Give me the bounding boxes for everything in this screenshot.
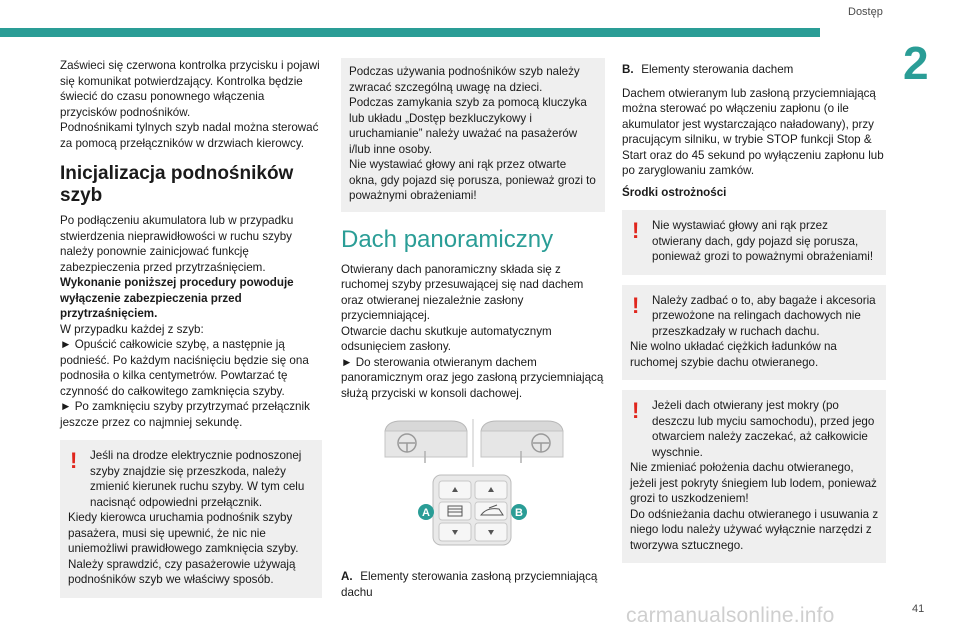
subheading: Środki ostrożności — [622, 185, 727, 199]
warning-icon: ! — [632, 292, 640, 318]
step-item: ► Do sterowania otwieranym dachem panoramicznym oraz jego zasłoną przyciemniającą służą przyciski w konsoli dachowej. — [341, 355, 604, 400]
paragraph: Otwierany dach panoramiczny składa się z ruchomej szyby przesuwającej się nad dachem oraz otwieranej niezależnie zasłony przyciemniającej. — [341, 262, 584, 322]
paragraph: Otwarcie dachu skutkuje automatycznym odsunięciem zasłony. — [341, 324, 552, 353]
svg-text:A: A — [422, 507, 430, 519]
section-heading: Dach panoramiczny — [341, 225, 554, 253]
note-box — [341, 58, 605, 212]
roof-console-illustration — [341, 411, 605, 561]
warning-text: Do odśnieżania dachu otwieranego i usuwania z niego lodu należy używać wyłącznie narzędzi z tworzywa sztucznego. — [630, 507, 879, 552]
warning-icon: ! — [632, 398, 640, 423]
page-number: 41 — [912, 603, 925, 615]
warning-text: Nie wystawiać głowy ani rąk przez otwierany dach, gdy pojazd się porusza, ponieważ grozi to poważnymi obrażeniami! — [652, 219, 874, 263]
svg-text:B: B — [515, 507, 523, 519]
watermark-text: carmanualsonline.info — [626, 604, 835, 627]
steering-console-left — [385, 421, 467, 463]
figure-caption — [341, 569, 605, 600]
step-item: ► Opuścić całkowicie szybę, a następnie ją podnieść. Po każdym naciśnięciu będzie się ona podnosiła o kilka centymetrów. Powtarzać tę czynność do całkowitego zamknięcia szyby. — [60, 338, 309, 398]
warning-text: Jeżeli dach otwierany jest mokry (po deszczu lub myciu samochodu), przed jego otwarciem należy zaczekać, aż całkowicie wyschnie. — [652, 399, 875, 459]
column-middle — [341, 58, 605, 600]
legend-text: Elementy sterowania dachem — [641, 63, 794, 76]
warning-text: Kiedy kierowca uruchamia podnośnik szyby pasażera, musi się upewnić, że nic nie uniemożliwi prawidłowego zamknięcia szyby. — [68, 511, 299, 555]
warning-box — [622, 390, 886, 563]
warning-box — [622, 210, 886, 275]
note-text: Nie wystawiać głowy ani rąk przez otwarte okna, gdy pojazd się porusza, ponieważ grozi to poważnymi obrażeniami! — [349, 158, 596, 202]
warning-box — [60, 440, 322, 598]
paragraph: Zaświeci się czerwona kontrolka przycisku i pojawi się komunikat potwierdzający. Kontrolka będzie świecić do czasu ponownego włączenia przycisków podnośników. — [60, 59, 320, 119]
warning-text: Nie zmieniać położenia dachu otwieranego, jeżeli jest pokryty śniegiem lub lodem, ponieważ grozi to uszkodzeniem! — [630, 461, 877, 505]
header-accent-bar — [0, 28, 820, 37]
chapter-number: 2 — [903, 37, 929, 89]
paragraph: Po podłączeniu akumulatora lub w przypadku stwierdzenia nieprawidłowości w ruchu szyby należy ponownie zainicjować funkcję zabezpieczenia przed przytrzaśnięciem. — [60, 214, 294, 274]
warning-text: Należy sprawdzić, czy pasażerowie używają podnośników szyb we właściwy sposób. — [68, 557, 296, 586]
paragraph: W przypadku każdej z szyb: — [60, 322, 204, 336]
paragraph: Dachem otwieranym lub zasłoną przyciemniającą można sterować po włączeniu zapłonu (o ile akumulator jest wystarczająco naładowany), przy pracującym silniku, w trybie STOP funkcji Stop & Start oraz do 45 sekund po wyłączeniu zapłonu lub po zaryglowaniu zamków. — [622, 86, 884, 177]
figure-legend-b — [622, 62, 886, 78]
caption-label: A. — [341, 570, 353, 583]
steering-console-right — [481, 421, 563, 463]
paragraph: Podnośnikami tylnych szyb nadal można sterować za pomocą przełączników w drzwiach kierowcy. — [60, 121, 319, 150]
note-text: Podczas używania podnośników szyb należy zwracać szczególną uwagę na dzieci. — [349, 65, 580, 94]
legend-label: B. — [622, 63, 634, 76]
note-text: Podczas zamykania szyb za pomocą kluczyka lub układu „Dostęp bezkluczykowy i uruchamianie” należy uważać na pasażerów i/lub inne osoby. — [349, 96, 587, 156]
warning-box — [622, 285, 886, 381]
roof-console-svg — [341, 411, 605, 561]
warning-text: Nie wolno układać ciężkich ładunków na ruchomej szybie dachu otwieranego. — [630, 340, 837, 369]
roof-button-panel — [433, 475, 511, 545]
warning-icon: ! — [632, 218, 640, 243]
bold-paragraph: Wykonanie poniższej procedury powoduje wyłączenie zabezpieczenia przed przytrzaśnięciem. — [60, 276, 294, 320]
warning-text: Jeśli na drodze elektrycznie podnoszonej szyby znajdzie się przeszkoda, należy zmienić kierunek ruchu szyby. W tym celu nacisnąć odpowiedni przełącznik. — [90, 449, 305, 509]
section-heading: Inicjalizacja podnośników szyb — [60, 163, 294, 206]
warning-text: Należy zadbać o to, aby bagaże i akcesoria przewożone na relingach dachowych nie przeszkadzały w ruchach dachu. — [652, 293, 876, 338]
column-left — [60, 58, 322, 598]
warning-icon: ! — [70, 448, 78, 473]
column-right — [622, 62, 886, 563]
caption-text: Elementy sterowania zasłoną przyciemniającą dachu — [341, 570, 598, 599]
label-a-badge — [418, 504, 434, 520]
step-item: ► Po zamknięciu szyby przytrzymać przełącznik jeszcze przez co najmniej sekundę. — [60, 400, 310, 429]
section-title: Dostęp — [848, 6, 883, 18]
label-b-badge — [511, 504, 527, 520]
